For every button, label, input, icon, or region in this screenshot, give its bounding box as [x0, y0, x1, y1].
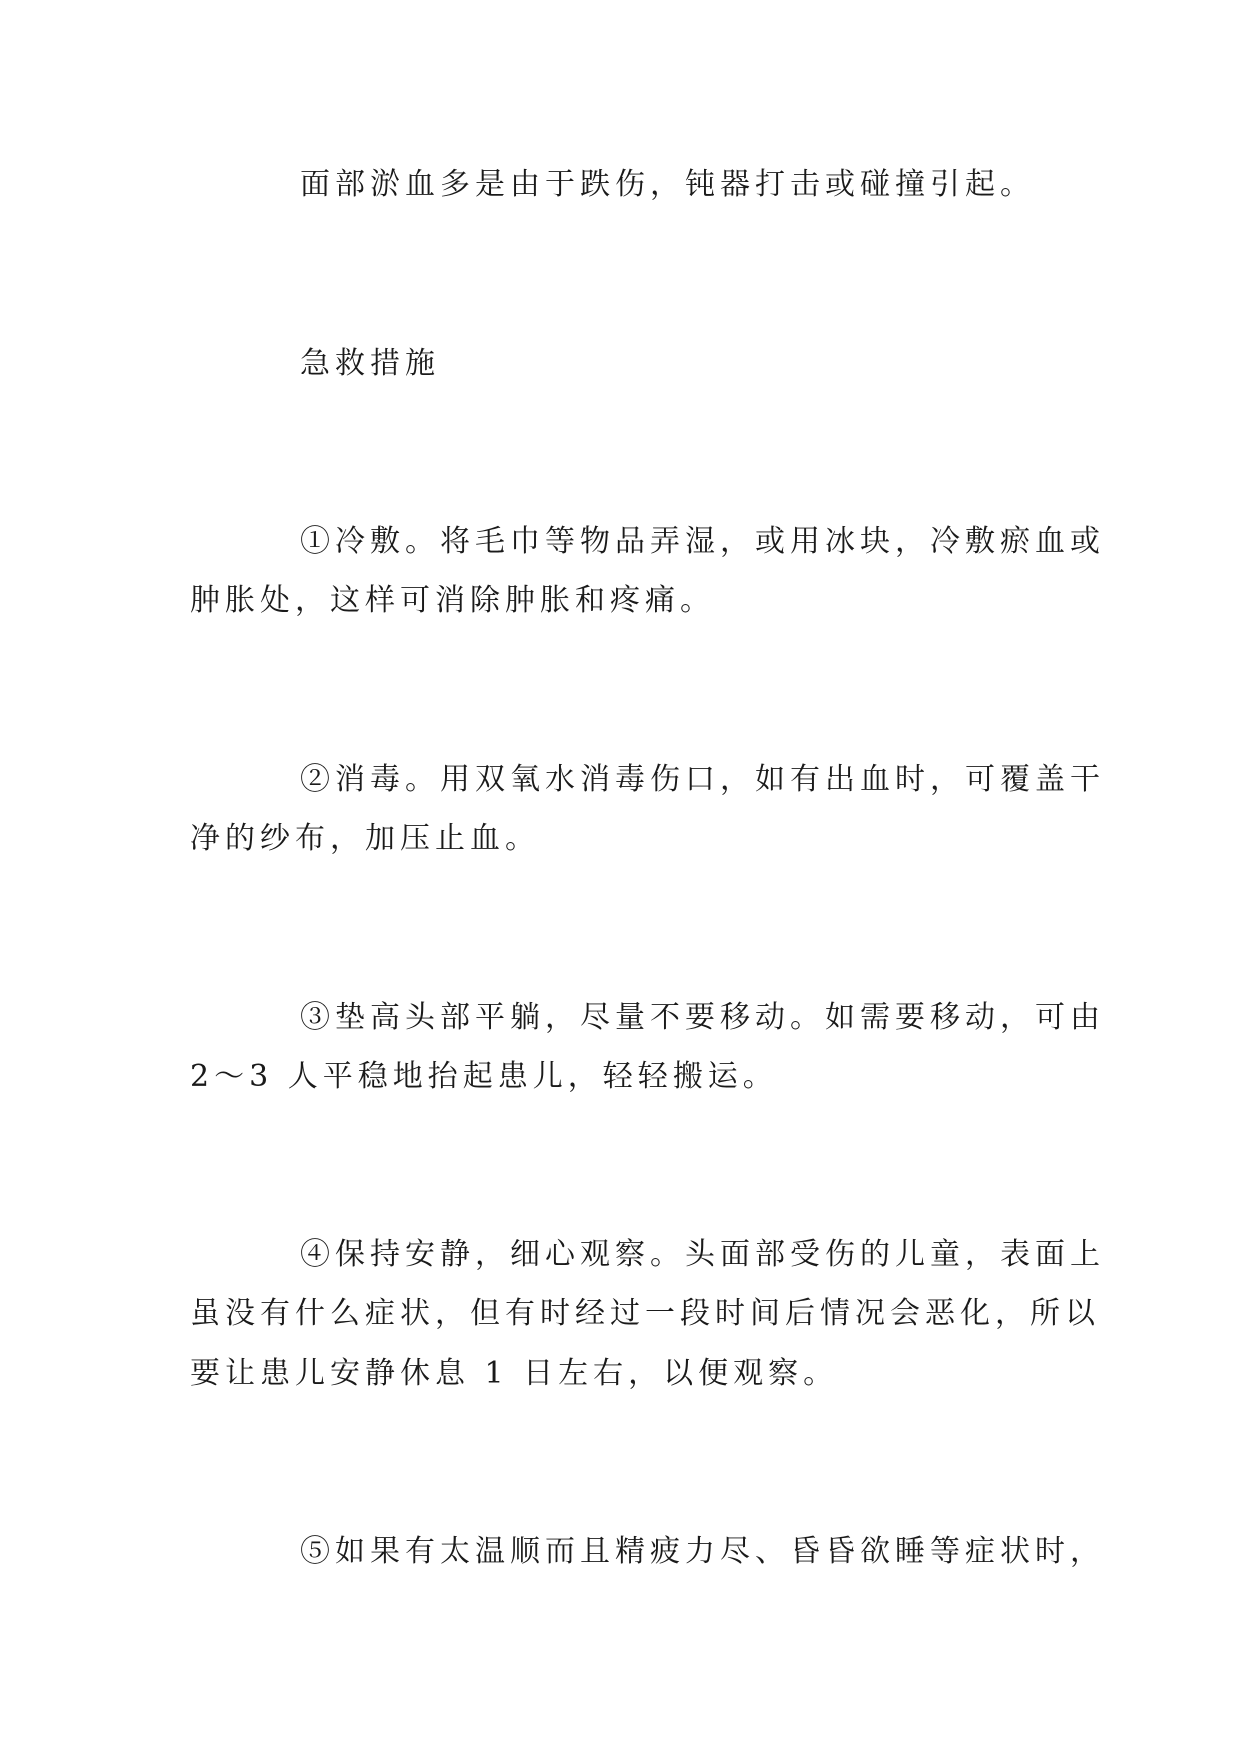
step-3-line-2: 2～3 人平稳地抬起患儿，轻轻搬运。: [190, 1059, 778, 1094]
step-1-line-1: ①冷敷。将毛巾等物品弄湿，或用冰块，冷敷瘀血或: [300, 524, 1105, 559]
step-4-line-1: ④保持安静，细心观察。头面部受伤的儿童，表面上: [300, 1237, 1105, 1272]
step-2-line-1: ②消毒。用双氧水消毒伤口，如有出血时，可覆盖干: [300, 762, 1105, 797]
step-4-line-3: 要让患儿安静休息 1 日左右，以便观察。: [190, 1356, 839, 1391]
section-heading: 急救措施: [300, 346, 440, 381]
step-5-line-1: ⑤如果有太温顺而且精疲力尽、昏昏欲睡等症状时，: [300, 1534, 1105, 1569]
step-4-line-2: 虽没有什么症状，但有时经过一段时间后情况会恶化，所以: [190, 1296, 1100, 1331]
step-3-line-1: ③垫高头部平躺，尽量不要移动。如需要移动，可由: [300, 1000, 1105, 1035]
step-2-line-2: 净的纱布，加压止血。: [190, 821, 540, 856]
step-1-line-2: 肿胀处，这样可消除肿胀和疼痛。: [190, 583, 715, 618]
intro-line-1: 面部淤血多是由于跌伤，钝器打击或碰撞引起。: [300, 167, 1035, 202]
